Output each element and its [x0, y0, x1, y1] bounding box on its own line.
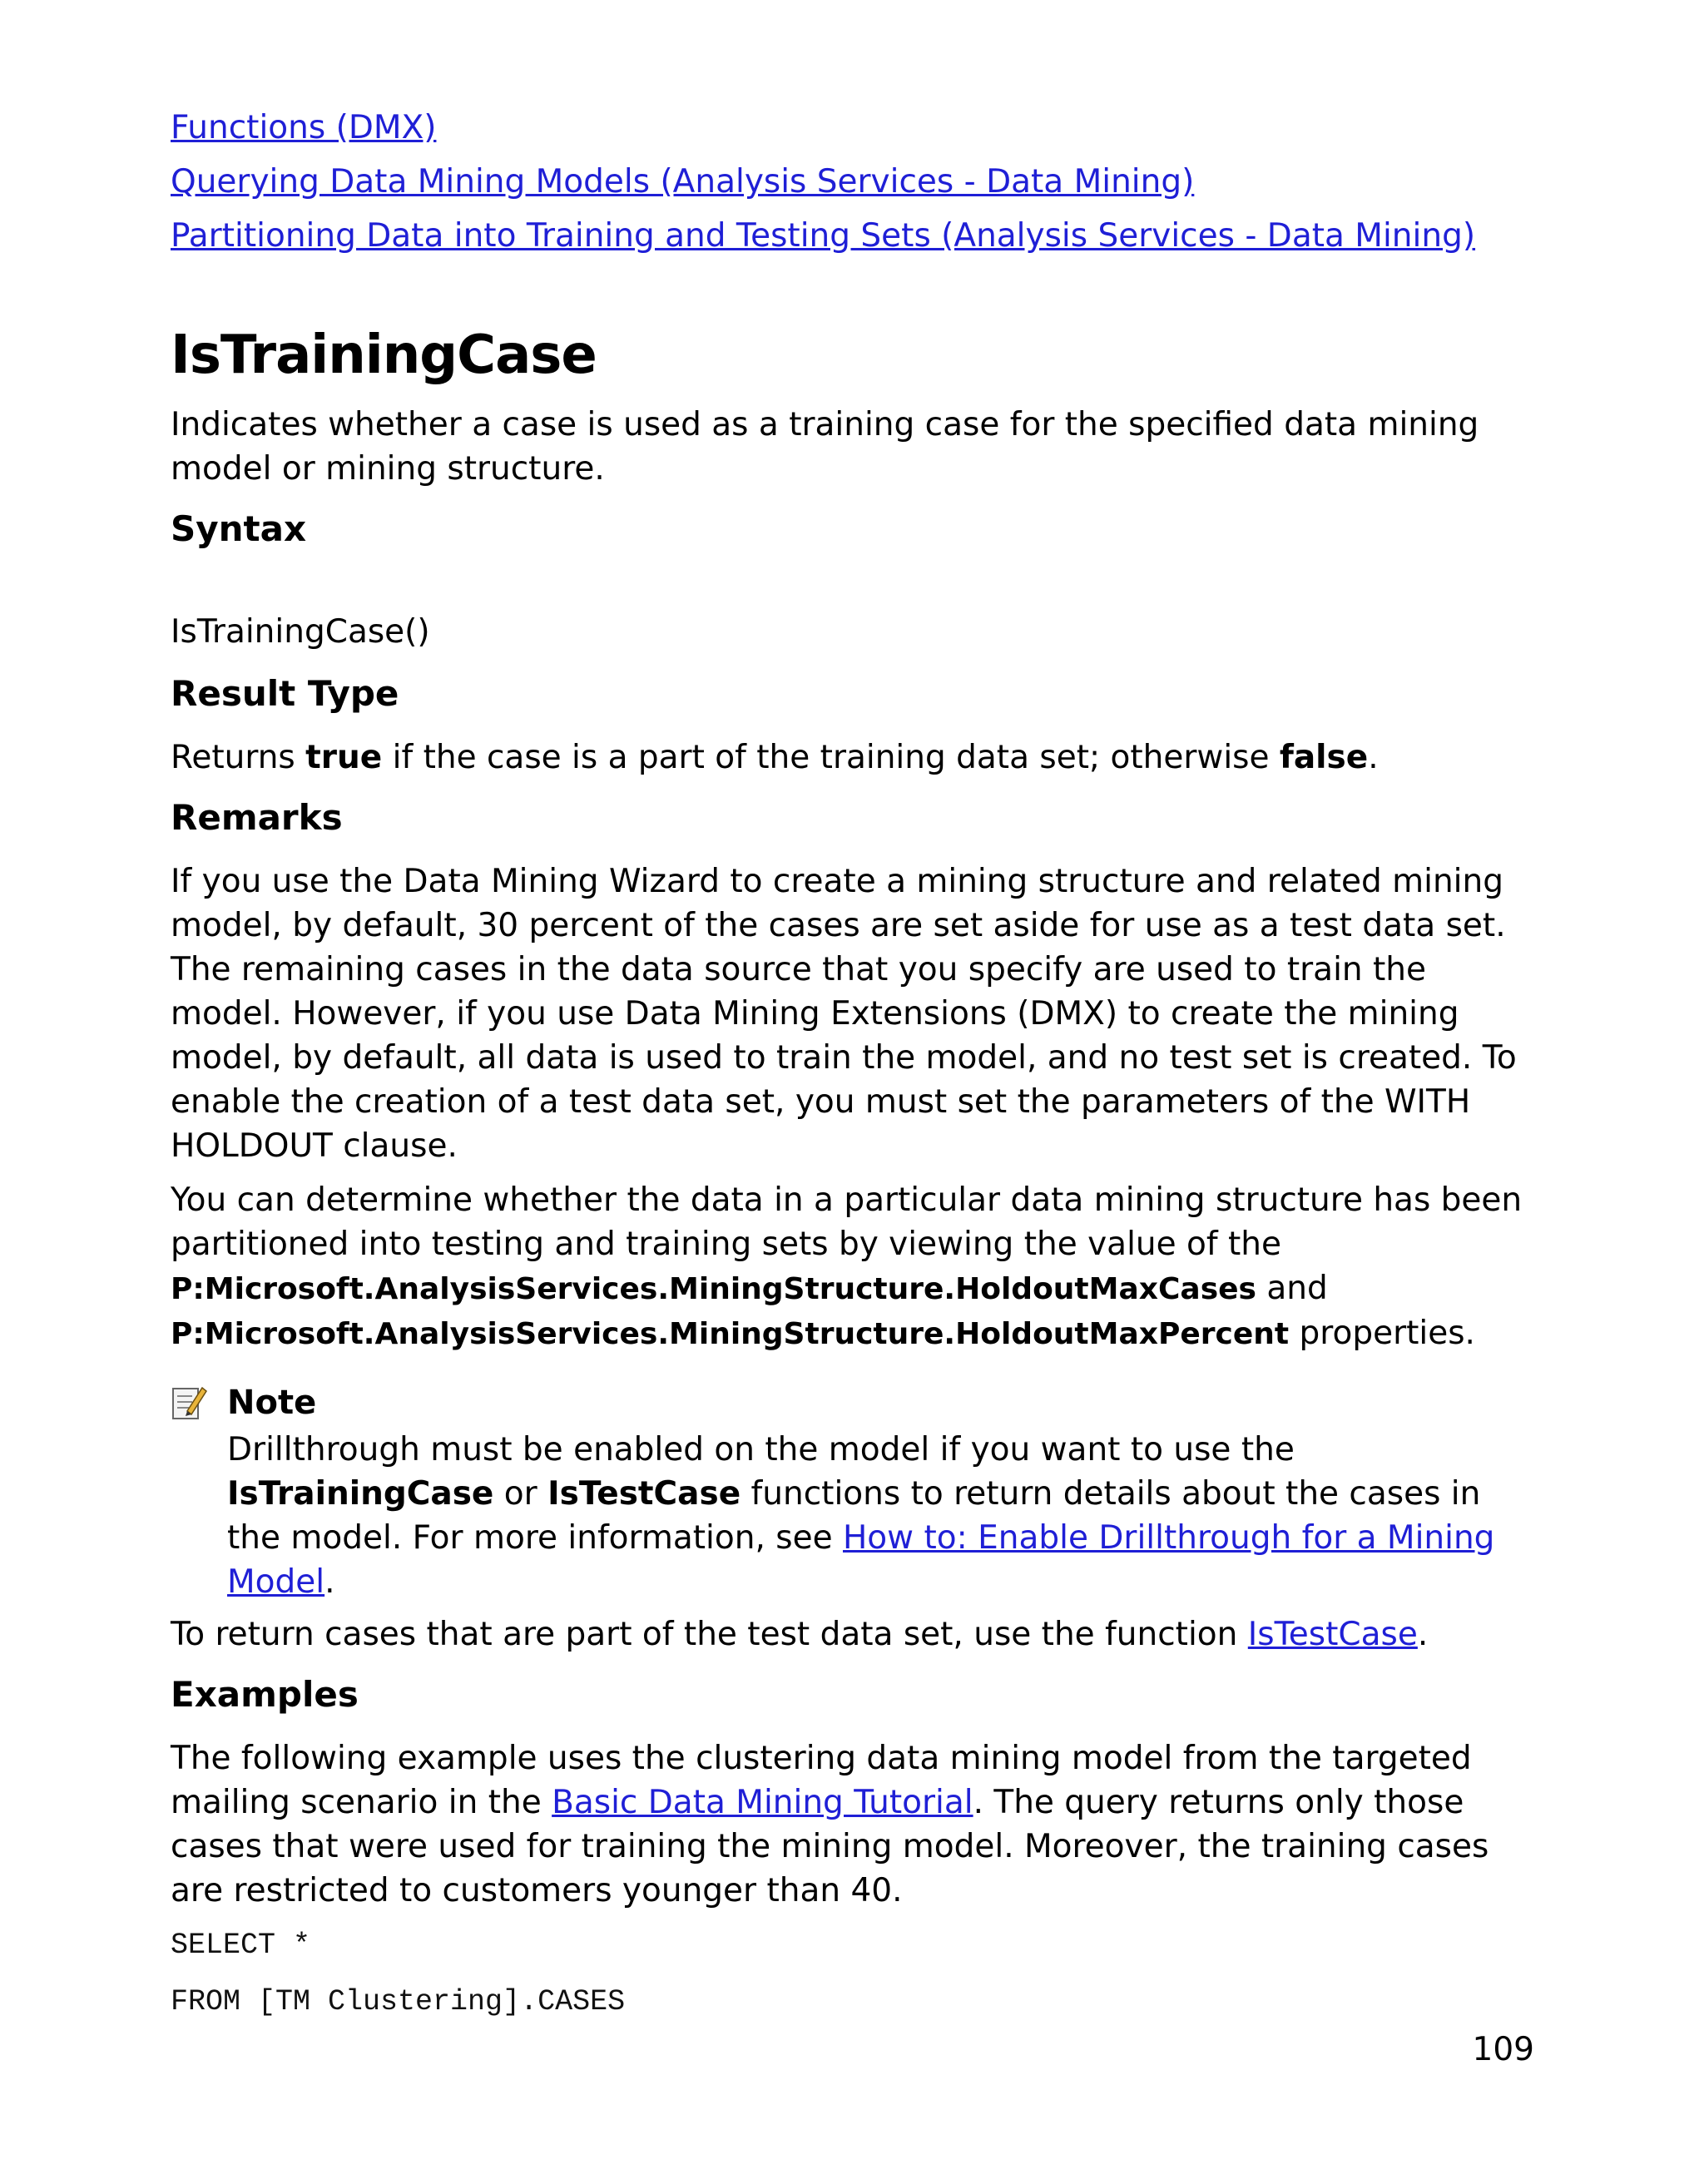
note-text-part: functions to return details about the cases in the model. For more information, see [227, 1475, 1481, 1557]
examples-paragraph [171, 1736, 1535, 1913]
note-text-part: Drillthrough must be enabled on the model if you want to use the [227, 1431, 1295, 1468]
true-keyword: true [305, 739, 383, 776]
note-pencil-icon [171, 1383, 209, 1421]
note-text-part: or [493, 1475, 548, 1513]
remarks-paragraph-2 [171, 1178, 1535, 1356]
link-enable-drillthrough[interactable]: How to: Enable Drillthrough for a Mining Model [227, 1519, 1495, 1601]
test-case-paragraph [171, 1612, 1535, 1657]
istestcase-keyword: IsTestCase [547, 1475, 741, 1513]
result-text-part: Returns [171, 739, 306, 776]
remarks-text-part: You can determine whether the data in a particular data mining structure has been partitioned into testing and training sets by viewing the value of the [171, 1181, 1523, 1263]
result-type-heading: Result Type [171, 673, 399, 714]
test-case-text-part: . [1417, 1616, 1429, 1653]
examples-text-part: . The query returns only those cases that were used for training the mining model. Moreover, the training cases are restricted to customers younger than 40. [171, 1784, 1489, 1909]
code-line-from: FROM [TM Clustering].CASES [171, 1985, 626, 2018]
false-keyword: false [1279, 739, 1369, 776]
holdout-max-percent-property: P:Microsoft.AnalysisServices.MiningStructure.HoldoutMaxPercent [171, 1317, 1290, 1351]
link-istestcase[interactable]: IsTestCase [1247, 1616, 1418, 1653]
examples-text-part: The following example uses the clustering data mining model from the targeted mailing scenario in the [171, 1740, 1472, 1821]
code-line-select: SELECT * [171, 1929, 311, 1962]
remarks-heading: Remarks [171, 797, 343, 838]
note-text-part: . [324, 1563, 335, 1601]
page-number: 109 [1472, 2031, 1534, 2068]
note-box [171, 1381, 1535, 1604]
link-partitioning-data[interactable]: Partitioning Data into Training and Testing Sets (Analysis Services - Data Mining) [171, 217, 1476, 255]
result-text-part: if the case is a part of the training data set; otherwise [382, 739, 1280, 776]
result-type-text [171, 735, 1535, 780]
related-link-item [171, 108, 1535, 162]
remarks-paragraph-1: If you use the Data Mining Wizard to create a mining structure and related mining model, by default, 30 percent of the cases are set aside for use as a test data set. The remaining cases in the data source that you specify are used to train the model. However, if you use Data Mining Extensions (DMX) to create the mining model, by default, all data is used to train the model, and no test set is created. To enable the creation of a test data set, you must set the parameters of the WITH HOLDOUT clause. [171, 863, 1517, 1165]
syntax-heading: Syntax [171, 508, 307, 549]
intro-text: Indicates whether a case is used as a training case for the specified data mining model or mining structure. [171, 406, 1479, 488]
note-title: Note [227, 1384, 317, 1422]
page-title: IsTrainingCase [171, 324, 597, 386]
document-page [171, 108, 1535, 2039]
link-querying-data-mining-models[interactable]: Querying Data Mining Models (Analysis Services - Data Mining) [171, 163, 1195, 201]
related-link-item [171, 216, 1535, 270]
note-text [227, 1428, 1535, 1604]
link-functions-dmx[interactable]: Functions (DMX) [171, 109, 437, 146]
test-case-text-part: To return cases that are part of the test data set, use the function [171, 1616, 1248, 1653]
link-basic-data-mining-tutorial[interactable]: Basic Data Mining Tutorial [552, 1784, 973, 1821]
remarks-text-part: and [1256, 1270, 1328, 1307]
syntax-code: IsTrainingCase() [171, 613, 430, 651]
remarks-text-part: properties. [1289, 1315, 1475, 1352]
related-link-item [171, 162, 1535, 216]
result-text-part: . [1368, 739, 1379, 776]
holdout-max-cases-property: P:Microsoft.AnalysisServices.MiningStructure.HoldoutMaxCases [171, 1272, 1256, 1306]
examples-heading: Examples [171, 1674, 359, 1715]
istrainingcase-keyword: IsTrainingCase [227, 1475, 494, 1513]
